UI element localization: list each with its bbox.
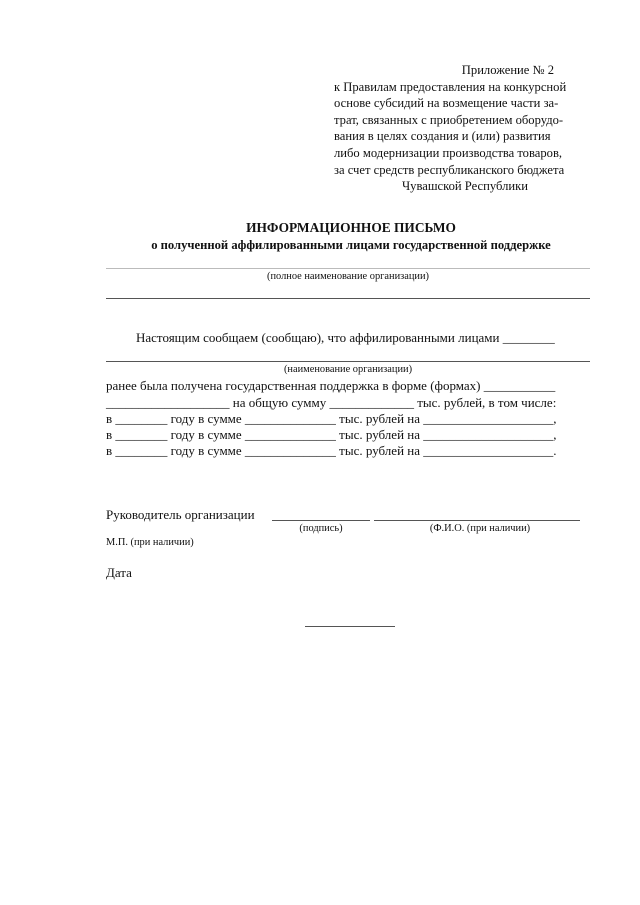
- support-form-text: ранее была получена государственная поддержка в форме (формах) ___________: [106, 378, 556, 393]
- head-label: Руководитель организации: [106, 507, 255, 522]
- appendix-block: [334, 62, 596, 195]
- year-row: в ________ году в сумме ______________ тыс. рублей на ____________________,: [106, 427, 557, 442]
- appendix-line: Чувашской Республики: [402, 179, 528, 194]
- signature-line: [272, 520, 370, 521]
- fio-caption: (Ф.И.О. (при наличии): [429, 523, 531, 534]
- title-main: ИНФОРМАЦИОННОЕ ПИСЬМО: [246, 220, 456, 235]
- document-title: [106, 219, 596, 254]
- org-name-line: [106, 361, 590, 362]
- appendix-line: либо модернизации производства товаров,: [334, 145, 563, 160]
- year-row: в ________ году в сумме ______________ тыс. рублей на ____________________,: [106, 411, 557, 426]
- org-full-name-caption: (полное наименование организации): [267, 271, 429, 282]
- total-sum-text: ___________________ на общую сумму _____________ тыс. рублей, в том числе:: [106, 395, 557, 410]
- appendix-line: трат, связанных с приобретением оборудо-: [334, 112, 564, 127]
- fio-line: [374, 520, 580, 521]
- org-full-name-line: [106, 268, 590, 269]
- appendix-line: за счет средств республиканского бюджета: [334, 162, 565, 177]
- title-sub: о полученной аффилированными лицами государственной поддержке: [151, 238, 551, 252]
- appendix-line: основе субсидий на возмещение части за-: [334, 96, 559, 111]
- appendix-line: вания в целях создания и (или) развития: [334, 129, 551, 144]
- year-row: в ________ году в сумме ______________ тыс. рублей на ____________________.: [106, 443, 557, 458]
- stamp-label: М.П. (при наличии): [106, 537, 194, 548]
- org-name-caption: (наименование организации): [283, 364, 413, 375]
- appendix-line: к Правилам предоставления на конкурсной: [334, 79, 567, 94]
- org-full-name-line-2: [106, 298, 590, 299]
- intro-text: Настоящим сообщаем (сообщаю), что аффилированными лицами ________: [136, 330, 555, 345]
- date-label: Дата: [106, 565, 132, 580]
- signature-caption: (подпись): [299, 523, 343, 534]
- bottom-separator: [305, 626, 395, 627]
- appendix-number: Приложение № 2: [461, 63, 554, 77]
